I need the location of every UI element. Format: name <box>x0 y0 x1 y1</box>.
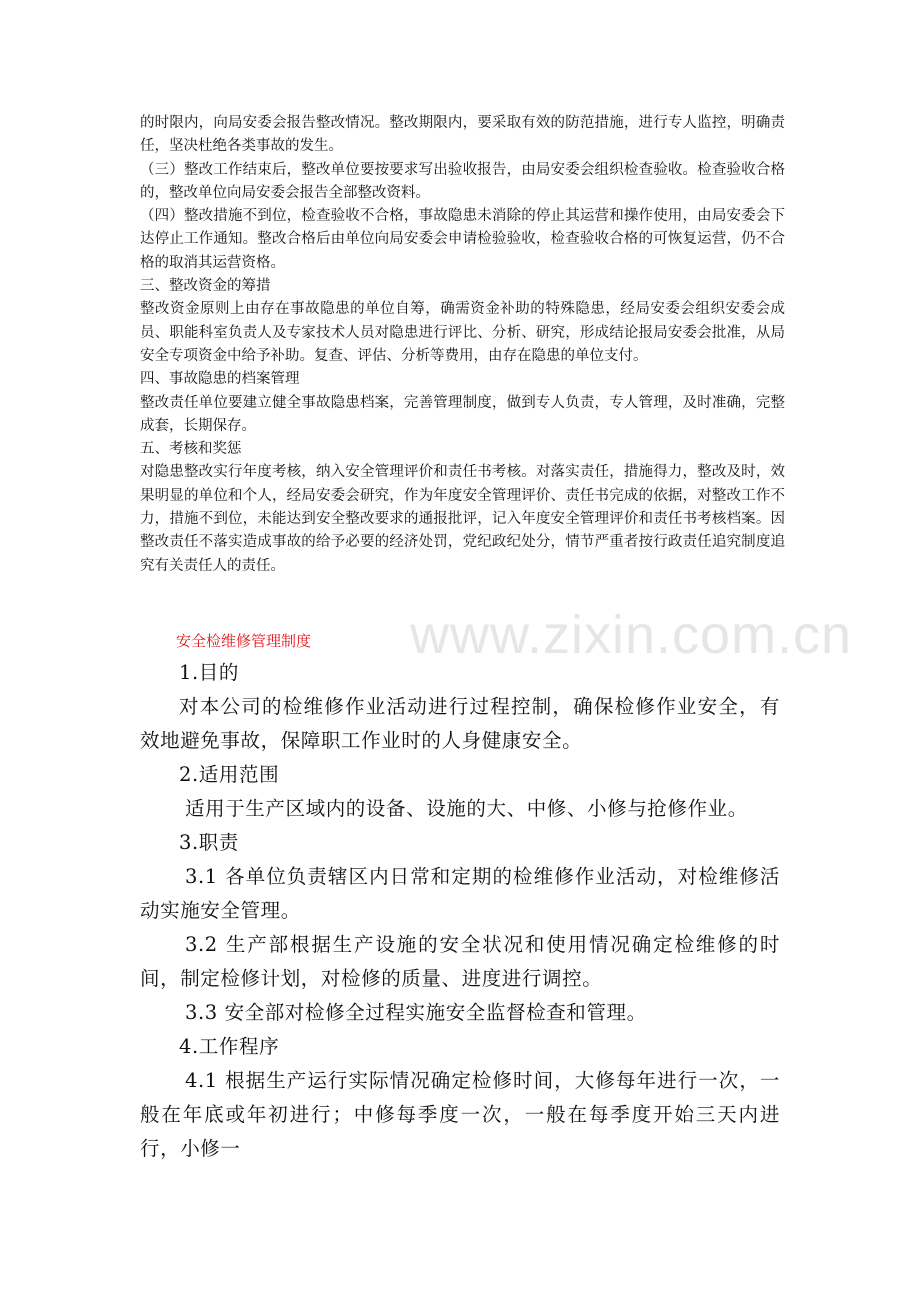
section-heading: 五、考核和奖惩 <box>140 441 242 458</box>
paragraph: （三）整改工作结束后，整改单位要按要求写出验收报告，由局安委会组织检查验收。检查验收合格的，整改单位向局安委会报告全部整改资料。 <box>140 161 785 201</box>
upper-section <box>140 112 785 578</box>
paragraph: 4.1 根据生产运行实际情况确定检修时间，大修每年进行一次，一般在年底或年初进行；中修每季度一次，一般在每季度开始三天内进行，小修一 <box>140 1069 780 1160</box>
paragraph: 3.3 安全部对检修全过程实施安全监督检查和管理。 <box>185 1001 647 1024</box>
section-heading: 3.职责 <box>179 831 240 854</box>
section-heading: 1.目的 <box>179 661 240 684</box>
regulation-body <box>140 656 780 1166</box>
section-heading: 三、整改资金的筹措 <box>140 278 271 295</box>
paragraph: 整改资金原则上由存在事故隐患的单位自筹，确需资金补助的特殊隐患，经局安委会组织安委会成员、职能科室负责人及专家技术人员对隐患进行评比、分析、研究，形成结论报局安委会批准，从局安全专项资金中给予补助。复查、评估、分析等费用，由存在隐患的单位支付。 <box>140 301 785 364</box>
paragraph: 整改责任单位要建立健全事故隐患档案，完善管理制度，做到专人负责，专人管理，及时准确，完整成套，长期保存。 <box>140 394 785 434</box>
paragraph: 适用于生产区域内的设备、设施的大、中修、小修与抢修作业。 <box>185 797 748 820</box>
document-title: 安全检维修管理制度 <box>176 632 312 650</box>
section-heading: 四、事故隐患的档案管理 <box>140 371 300 388</box>
paragraph: 对本公司的检维修作业活动进行过程控制，确保检修作业安全，有效地避免事故，保障职工作业时的人身健康安全。 <box>140 695 780 752</box>
paragraph: 3.2 生产部根据生产设施的安全状况和使用情况确定检维修的时间，制定检修计划，对检修的质量、进度进行调控。 <box>140 933 780 990</box>
section-heading: 2.适用范围 <box>179 763 280 786</box>
watermark: www.zixin.com.cn <box>410 605 853 665</box>
paragraph: 3.1 各单位负责辖区内日常和定期的检维修作业活动，对检维修活动实施安全管理。 <box>140 865 780 922</box>
paragraph: 对隐患整改实行年度考核，纳入安全管理评价和责任书考核。对落实责任，措施得力，整改及时，效果明显的单位和个人，经局安委会研究，作为年度安全管理评价、责任书完成的依据，对整改工作不力，措施不到位，未能达到安全整改要求的通报批评，记入年度安全管理评价和责任书考核档案。因整改责任不落实造成事故的给予必要的经济处罚，党纪政纪处分，情节严重者按行政责任追究制度追究有关责任人的责任。 <box>140 464 785 574</box>
section-heading: 4.工作程序 <box>179 1035 280 1058</box>
paragraph: （四）整改措施不到位，检查验收不合格，事故隐患未消除的停止其运营和操作使用，由局安委会下达停止工作通知。整改合格后由单位向局安委会申请检验验收，检查验收合格的可恢复运营，仍不合格的取消其运营资格。 <box>140 208 785 271</box>
paragraph: 的时限内，向局安委会报告整改情况。整改期限内，要采取有效的防范措施，进行专人监控，明确责任，坚决杜绝各类事故的发生。 <box>140 115 785 155</box>
